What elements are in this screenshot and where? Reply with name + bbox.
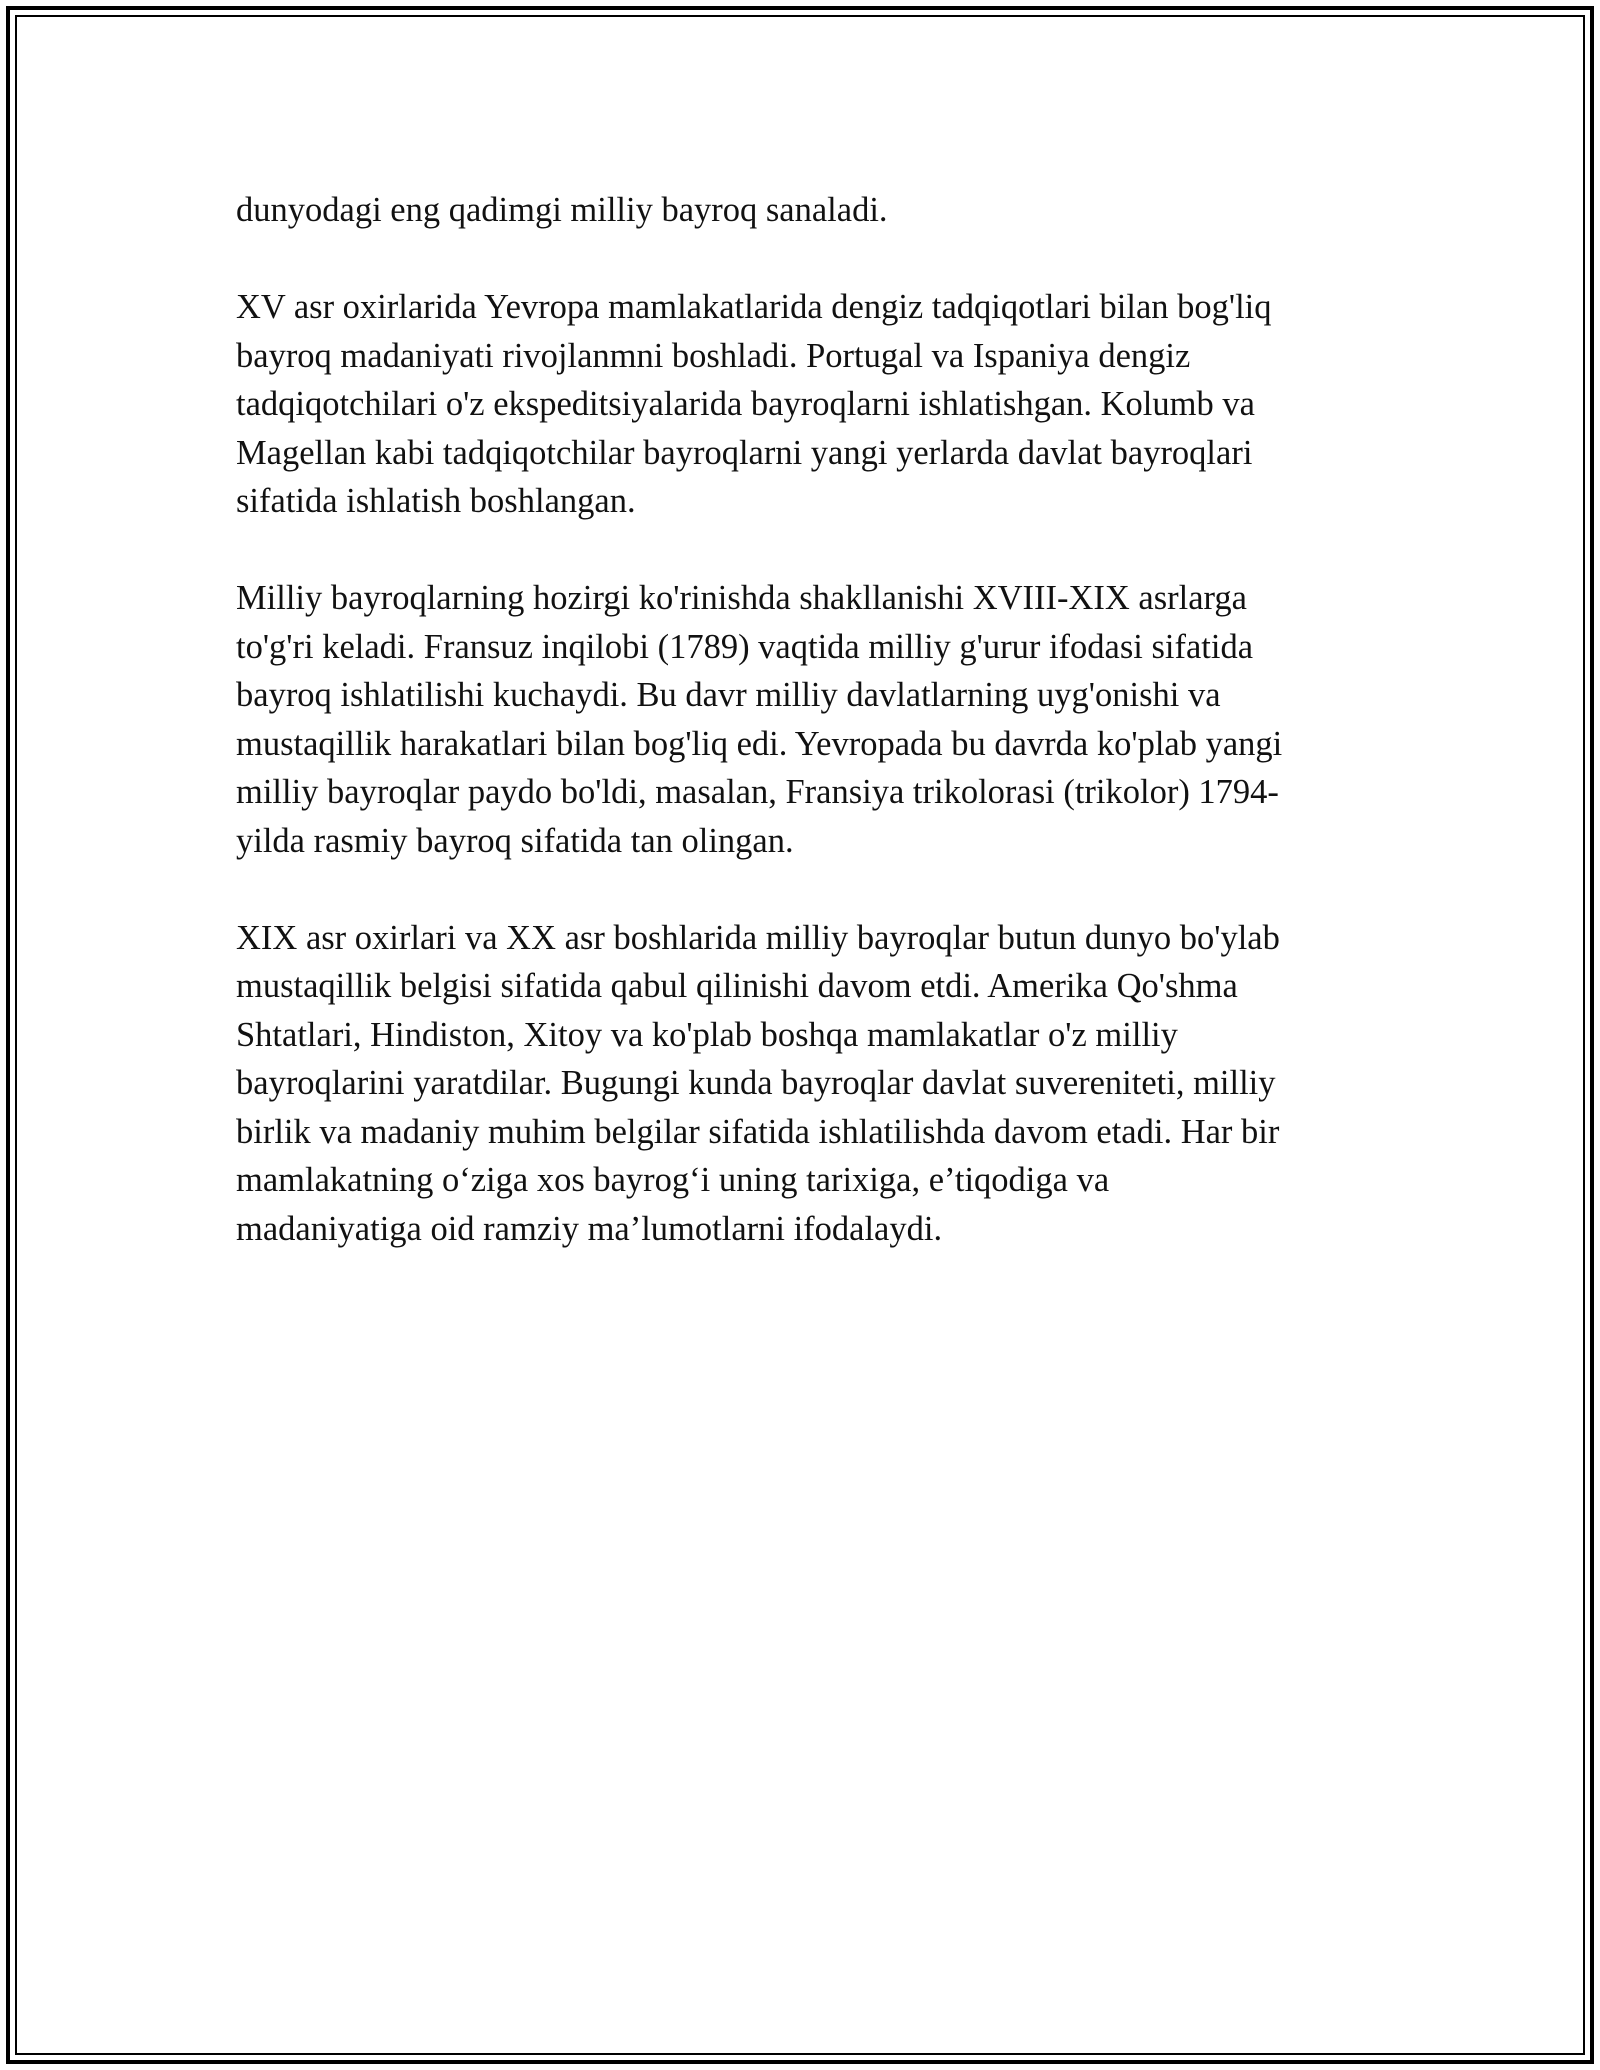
paragraph-2: XV asr oxirlarida Yevropa mamlakatlarida dengiz tadqiqotlari bilan bog'liq bayroq madaniyati rivojlanmni boshladi. Portugal va Ispaniya dengiz tadqiqotchilari o'z ekspeditsiyalarida bayroqlarni ishlatishgan. Kolumb va Magellan kabi tadqiqotchilar bayroqlarni yangi yerlarda davlat bayroqlari sifatida ishlatish boshlangan. — [236, 288, 1272, 520]
paragraph-3: Milliy bayroqlarning hozirgi ko'rinishda shakllanishi XVIII-XIX asrlarga to'g'ri keladi. Fransuz inqilobi (1789) vaqtida milliy g'urur ifodasi sifatida bayroq ishlatilishi kuchaydi. Bu davr milliy davlatlarning uyg'onishi va mustaqillik harakatlari bilan bog'liq edi. Yevropada bu davrda ko'plab yangi milliy bayroqlar paydo bo'ldi, masalan, Fransiya trikolorasi (trikolor) 1794- yilda rasmiy bayroq sifatida tan olingan. — [236, 579, 1283, 860]
paragraph-4: XIX asr oxirlari va XX asr boshlarida milliy bayroqlar butun dunyo bo'ylab mustaqillik belgisi sifatida qabul qilinishi davom etdi. Amerika Qo'shma Shtatlari, Hindiston, Xitoy va ko'plab boshqa mamlakatlar o'z milliy bayroqlarini yaratdilar. Bugungi kunda bayroqlar davlat suvereniteti, milliy birlik va madaniy muhim belgilar sifatida ishlatilishda davom etadi. Har bir mamlakatning o‘ziga xos bayrog‘i uning tarixiga, e’tiqodiga va madaniyatiga oid ramziy ma’lumotlarni ifodalaydi. — [236, 918, 1280, 1248]
document-body — [236, 186, 1366, 1253]
paragraph-1: dunyodagi eng qadimgi milliy bayroq sanaladi. — [236, 191, 888, 229]
